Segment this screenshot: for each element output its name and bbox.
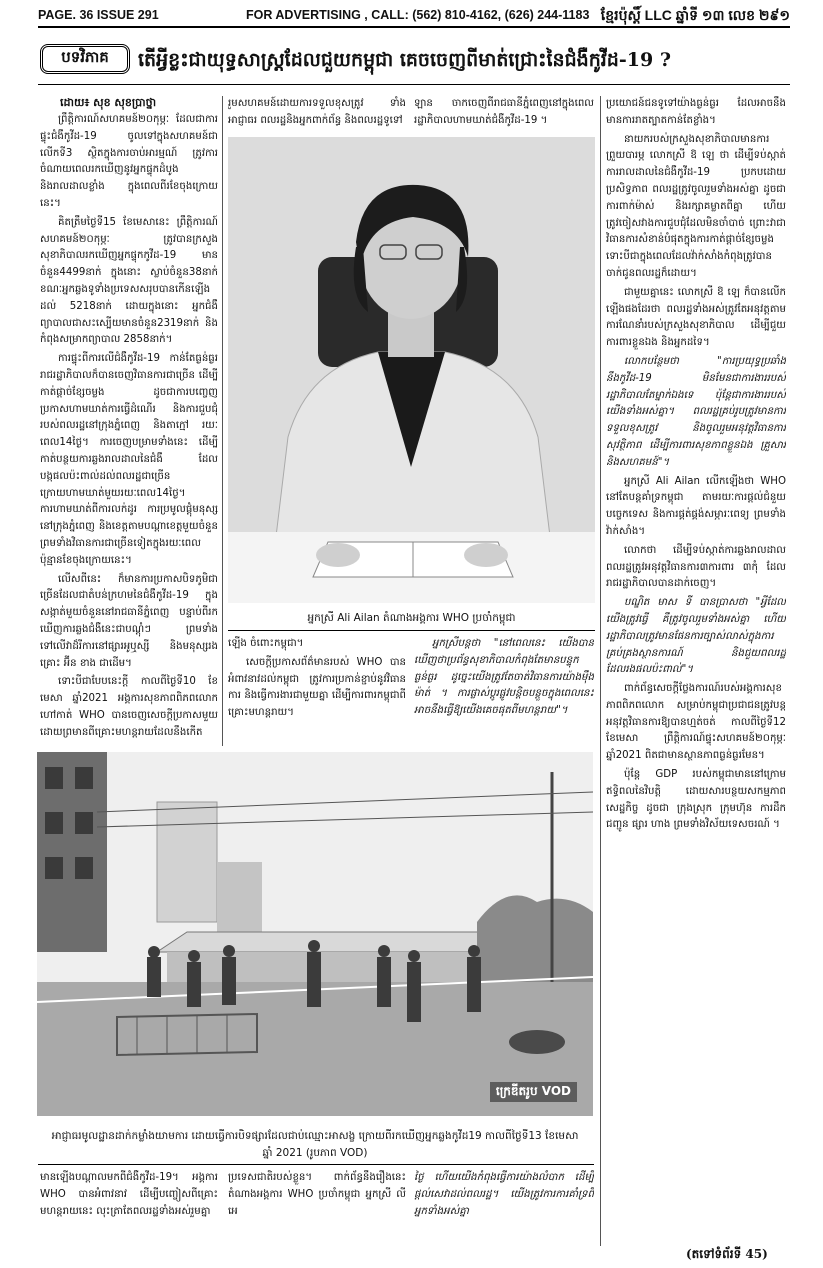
paragraph: សេចក្តីប្រកាសព័ត៌មានរបស់ WHO បានអំពាវនាវដល់កម្ពុជា ត្រូវការប្រកាន់ខ្ជាប់នូវវិធានការ និងធ្វើការងារជាមួយគ្នា ដើម្បីការពារកម្ពុជាពីគ្រោះមហន្តរាយ។ (228, 656, 406, 719)
paragraph: ព្រឹត្តិការណ៍សហគមន៍២០កុម្ភៈ ដែលជាការផ្ទុះជំងឺកូវីដ-19 ចូលទៅក្នុងសហគមន៍ជាលើកទី3 ស្ថិតក្នុងការចាប់អារម្មណ៍ ត្រូវការចំណាយពេលរកឃើញនូវអ្នកផ្ទុកដំបូង និងរាលដាលខ្លាំង ក្នុងពេលពីរខែចុងក្រោយនេះ។ (40, 114, 218, 209)
article-column-1 (40, 112, 218, 744)
paragraph: លោកថា ដើម្បីទប់ស្កាត់ការឆ្លងរាលដាល ពលរដ្ឋត្រូវអនុវត្តវិធានការ៣ការពារ ៣កុំ ដែលរាជរដ្ឋាភិបាលបានដាក់ចេញ។ (606, 544, 786, 590)
portrait-illustration (228, 137, 595, 603)
portrait-caption: អ្នកស្រី Ali Ailan តំណាងអង្គការ WHO ប្រចាំកម្ពុជា (307, 612, 516, 624)
advertising-contact: FOR ADVERTISING , CALL: (562) 810-4162, (626) 244-1183 (246, 8, 590, 22)
paragraph: ទោះបីជាបែបនេះក្តី កាលពីថ្ងៃទី10 ខែមេសា ឆ្នាំ2021 អង្គការសុខភាពពិភពលោក ហៅកាត់ WHO បានចេញសេចក្តីប្រកាសមួយ ដោយព្រមានពីគ្រោះមហន្តរាយដែលនឹងកើត (40, 676, 218, 738)
caption-rule (38, 1164, 594, 1165)
paragraph: ប្រទេសជាតិរបស់ខ្លួន។ ពាក់ព័ន្ធនឹងរឿងនេះ តំណាងអង្គការ WHO ប្រចាំកម្ពុជា អ្នកស្រី លី អេ (228, 1172, 406, 1217)
page-header (38, 6, 790, 24)
paragraph: ឡាន ចាកចេញពីរាជធានីភ្នំពេញនៅក្នុងពេលរដ្ឋាភិបាលហាមឃាត់ជំងឺកូវីដ-19 ។ (414, 98, 594, 126)
street-photo (37, 752, 593, 1116)
article-column-2-bottom (228, 636, 406, 744)
page-issue-label: PAGE. 36 ISSUE 291 (38, 8, 159, 22)
paragraph: ជាមួយគ្នានេះ លោកស្រី ឱ ឡេ ក៏បានលើកឡើងផងដែរថា ពលរដ្ឋទាំងអស់ត្រូវតែអនុវត្តតាមការណែនាំរបស់ក្រសួងសុខាភិបាល ដើម្បីជួយការពារខ្លួនឯង និងអ្នកដទៃ។ (606, 286, 786, 349)
article-column-3-bottom (414, 636, 594, 744)
header-rule (38, 26, 790, 28)
paragraph: ឡើង ចំពោះកម្ពុជា។ (228, 638, 304, 649)
street-illustration (37, 752, 593, 1116)
paragraph: ប្រយោជន៍ជនទូទៅយ៉ាងធ្ងន់ធ្ងរ ដែលអាចនឹងមានការរាតត្បាតកាន់តែខ្លាំង។ (606, 98, 786, 126)
paragraph: ពាក់ព័ន្ធសេចក្តីថ្លែងការណ៍របស់អង្គការសុខភាពពិភពលោក សម្រាប់កម្ពុជាប្រជាជនត្រូវបន្តអនុវត្តវិធានការឱ្យបានហ្មត់ចត់ កាលពីថ្ងៃទី12 ខែមេសា ព្រឹត្តិការណ៍ផ្ទុះសហគមន៍២០កុម្ភៈ ឆ្នាំ2021 ពិតជាមានស្ថានភាពធ្ងន់ធ្ងរមែន។ (606, 683, 786, 762)
paragraph: អ្នកស្រី Ali Ailan លើកឡើងថា WHO នៅតែបន្តគាំទ្រកម្ពុជា តាមរយៈការផ្តល់ជំនួយបច្ចេកទេស និងការផ្គត់ផ្គង់សម្ភារៈពេទ្យ ព្រមទាំងវ៉ាក់សាំង។ (606, 475, 786, 537)
paragraph: លើសពីនេះ ក៏មានការប្រកាសបិទភូមិជាច្រើនដែលជាតំបន់ក្រហមនៃជំងឺកូវីដ-19 ក្នុងសង្កាត់មួយចំនួននៅរាជធានីភ្នំពេញ បន្ទាប់ពីរកឃើញការឆ្លងជំងឺនេះជាបណ្តុំៗ ព្រមទាំងទៅលើវាដ៏រីការនៅផ្សារអូឬស្សី និងមនុស្សរងគ្រោះ អ៊ីន ខាង ជាដើម។ (40, 573, 218, 669)
byline: ដោយ៖ សុខ សុខប្រាថ្នា (60, 96, 157, 109)
paragraph: នាយករបស់ក្រសួងសុខាភិបាលមានការព្រួយបារម្ភ លោកស្រី ឱ ឡេ ថា ដើម្បីទប់ស្កាត់ការរាលដាលនៃជំងឺកូវីដ-19 ប្រកបដោយប្រសិទ្ធភាព ពលរដ្ឋត្រូវចូលរួមទាំងអស់គ្នា ដូចជាការពាក់ម៉ាស់ និងរក្សាគម្លាតពីគ្នា ហើយត្រូវចៀសវាងការជួបជុំដែលមិនចាំបាច់ ព្រោះវាជាវិធានការសំខាន់បំផុតក្នុងការកាត់ផ្តាច់ខ្សែចម្លង ទោះបីជាក្នុងពេលដែលវ៉ាក់សាំងកំពុងត្រូវបានចាក់ជូនពលរដ្ឋក៏ដោយ។ (606, 133, 786, 279)
headline-rule (38, 84, 790, 85)
bottom-column-3 (414, 1170, 594, 1250)
caption-rule (228, 630, 595, 631)
paragraph: រួមសហគមន៍ដោយការទទួលខុសត្រូវ ទាំងអាជ្ញាធរ ពលរដ្ឋនិងអ្នកពាក់ព័ន្ធ និងពលរដ្ឋទូទៅ (228, 98, 406, 126)
photo-credit-badge: ក្រេឌីតរូប VOD (490, 1082, 577, 1102)
column-divider (222, 96, 223, 746)
quote-paragraph: ថ្ងៃ ហើយយើងកំពុងធ្វើការយ៉ាងលំបាក ដើម្បីផ្តល់សេវាដល់ពលរដ្ឋ។ យើងត្រូវការការគាំទ្រពីអ្នកទាំងអស់គ្នា (414, 1172, 594, 1217)
bottom-column-1 (40, 1170, 218, 1250)
quote-paragraph: អ្នកស្រីបន្តថា "នៅពេលនេះ យើងបានឃើញថាប្រព័ន្ធសុខាភិបាលកំពុងតែមានបន្ទុកធ្ងន់ធ្ងរ ដូច្នេះយើងត្រូវតែចាត់វិធានការយ៉ាងម៉ឺងម៉ាត់ ។ ការផ្លាស់ប្តូរផ្លូវបន្តិចបន្តួចក្នុងពេលនេះ អាចនឹងធ្វើឱ្យយើងគេចផុតពីមហន្តរាយ"។ (414, 638, 594, 717)
paragraph: ប៉ុន្តែ GDP របស់កម្ពុជាមាននៅក្រោមឥទ្ធិពលនៃវិបត្តិ ដោយសារបន្ថយសកម្មភាពសេដ្ឋកិច្ច ដូចជា ក្រុងស្រុក ក្រុមហ៊ុន ការដឹកជញ្ជូន ផ្សារ ហាង ព្រមទាំងវិស័យទេសចរណ៍ ។ (606, 769, 786, 831)
column-divider (600, 96, 601, 1246)
bottom-column-2 (228, 1170, 406, 1250)
section-badge: បទវិភាគ (40, 44, 130, 74)
publication-label: ខ្មែរប៉ុស្ដិ៍ LLC ឆ្នាំទី ១៣ លេខ ២៩១ (600, 7, 790, 23)
article-column-2-top (228, 96, 406, 132)
article-column-4 (606, 96, 786, 1240)
quote-paragraph: បណ្ឌិត មាស ទី បានប្រាសថា "អ្វីដែលយើងត្រូវធ្វើ គឺត្រូវចូលរួមទាំងអស់គ្នា ហើយរដ្ឋាភិបាលត្រូវមានផែនការច្បាស់លាស់ក្នុងការគ្រប់គ្រងស្ថានការណ៍ និងជួយពលរដ្ឋដែលរងផលប៉ះពាល់"។ (606, 597, 786, 676)
continued-label: (តទៅទំព័រទី 45) (686, 1247, 768, 1261)
portrait-photo (228, 137, 595, 603)
quote-paragraph: លោកបន្ថែមថា "ការប្រយុទ្ធប្រឆាំងនឹងកូវីដ-19 មិនមែនជាការងាររបស់រដ្ឋាភិបាលតែម្នាក់ឯងទេ ប៉ុន្តែជាការងាររបស់យើងទាំងអស់គ្នា។ ពលរដ្ឋគ្រប់រូបត្រូវមានការទទួលខុសត្រូវ និងចូលរួមអនុវត្តវិធានការសុវត្ថិភាព ដើម្បីការពារសុខភាពខ្លួនឯង គ្រួសារ និងសហគមន៍"។ (606, 355, 786, 468)
street-caption: អាជ្ញាធរមូលដ្ឋានដាក់កម្លាំងយាមការ ដោយធ្វើការបិទផ្សារដែលជាប់ឈ្មោះអាសង្ខ ក្រោយពីរកឃើញអ្នកឆ្លងកូវីដ19 កាលពីថ្ងៃទី13 ខែមេសា ឆ្នាំ 2021 (រូបភាព VOD) (51, 1130, 579, 1159)
headline: តើអ្វីខ្លះជាយុទ្ធសាស្ត្រដែលជួយកម្ពុជា គេចចេញពីមាត់ជ្រោះនៃជំងឺកូវីដ-19 ? (138, 49, 671, 71)
paragraph: គិតត្រឹមថ្ងៃទី15 ខែមេសានេះ ព្រឹត្តិការណ៍សហគមន៍២០កុម្ភៈ ត្រូវបានក្រសួងសុខាភិបាលរកឃើញអ្នកផ្ទុកកូវីដ-19 មានចំនួន4499នាក់ ក្នុងនោះ ស្លាប់ចំនួន38នាក់ ខណៈអ្នកឆ្លងទូទាំងប្រទេសសរុបបានកើនឡើងដល់ 5218នាក់ ដោយក្នុងនោះ អ្នកជំងឺព្យាបាលជាសះស្បើយមានចំនួន2319នាក់ និងកំពុងសម្រាកព្យាបាល 2858នាក់។ (40, 216, 218, 346)
paragraph: ការផ្ទុះពីការលើជំងឺកូវីដ-19 កាន់តែធ្ងន់ធ្ងរ រាជរដ្ឋាភិបាលក៏បានចេញវិធានការជាច្រើន ដើម្បីកាត់ផ្តាច់ខ្សែចម្លង ដូចជាការបញ្ចេញប្រកាសហាមឃាត់ការធ្វើដំណើរ និងការជួបជុំរបស់ពលរដ្ឋនៅក្រុងភ្នំពេញ និងតាក្មៅ រយៈពេល14ថ្ងៃ។ ការចេញបម្រាមទាំងនេះ ដើម្បីកាត់បន្ថយការឆ្លងរាលដាលនៃជំងឺ ដែលបង្កផលប៉ះពាល់ដល់ពលរដ្ឋជាច្រើន ក្រោយហាមឃាត់មួយរយៈពេល14ថ្ងៃ។ ការហាមឃាត់ពីការលក់ដូរ ការប្រមូលផ្តុំមនុស្សនៅក្រុងភ្នំពេញ និងខេត្តតាមបណ្តាខេត្តមួយចំនួន ព្រមទាំងវិធានការជាច្រើនទៀតក្នុងរយៈពេលប៉ុន្មានខែចុងក្រោយនេះ។ (40, 353, 218, 566)
paragraph: មានឡើងបណ្តាលមកពីជំងឺកូវីដ-19។ អង្គការ WHO បានអំពាវនាវ ដើម្បីបញ្ចៀសពីគ្រោះមហន្តរាយនេះ លុះត្រាតែពលរដ្ឋទាំងអស់រួមគ្នា (40, 1172, 218, 1217)
article-column-3-top (414, 96, 594, 132)
